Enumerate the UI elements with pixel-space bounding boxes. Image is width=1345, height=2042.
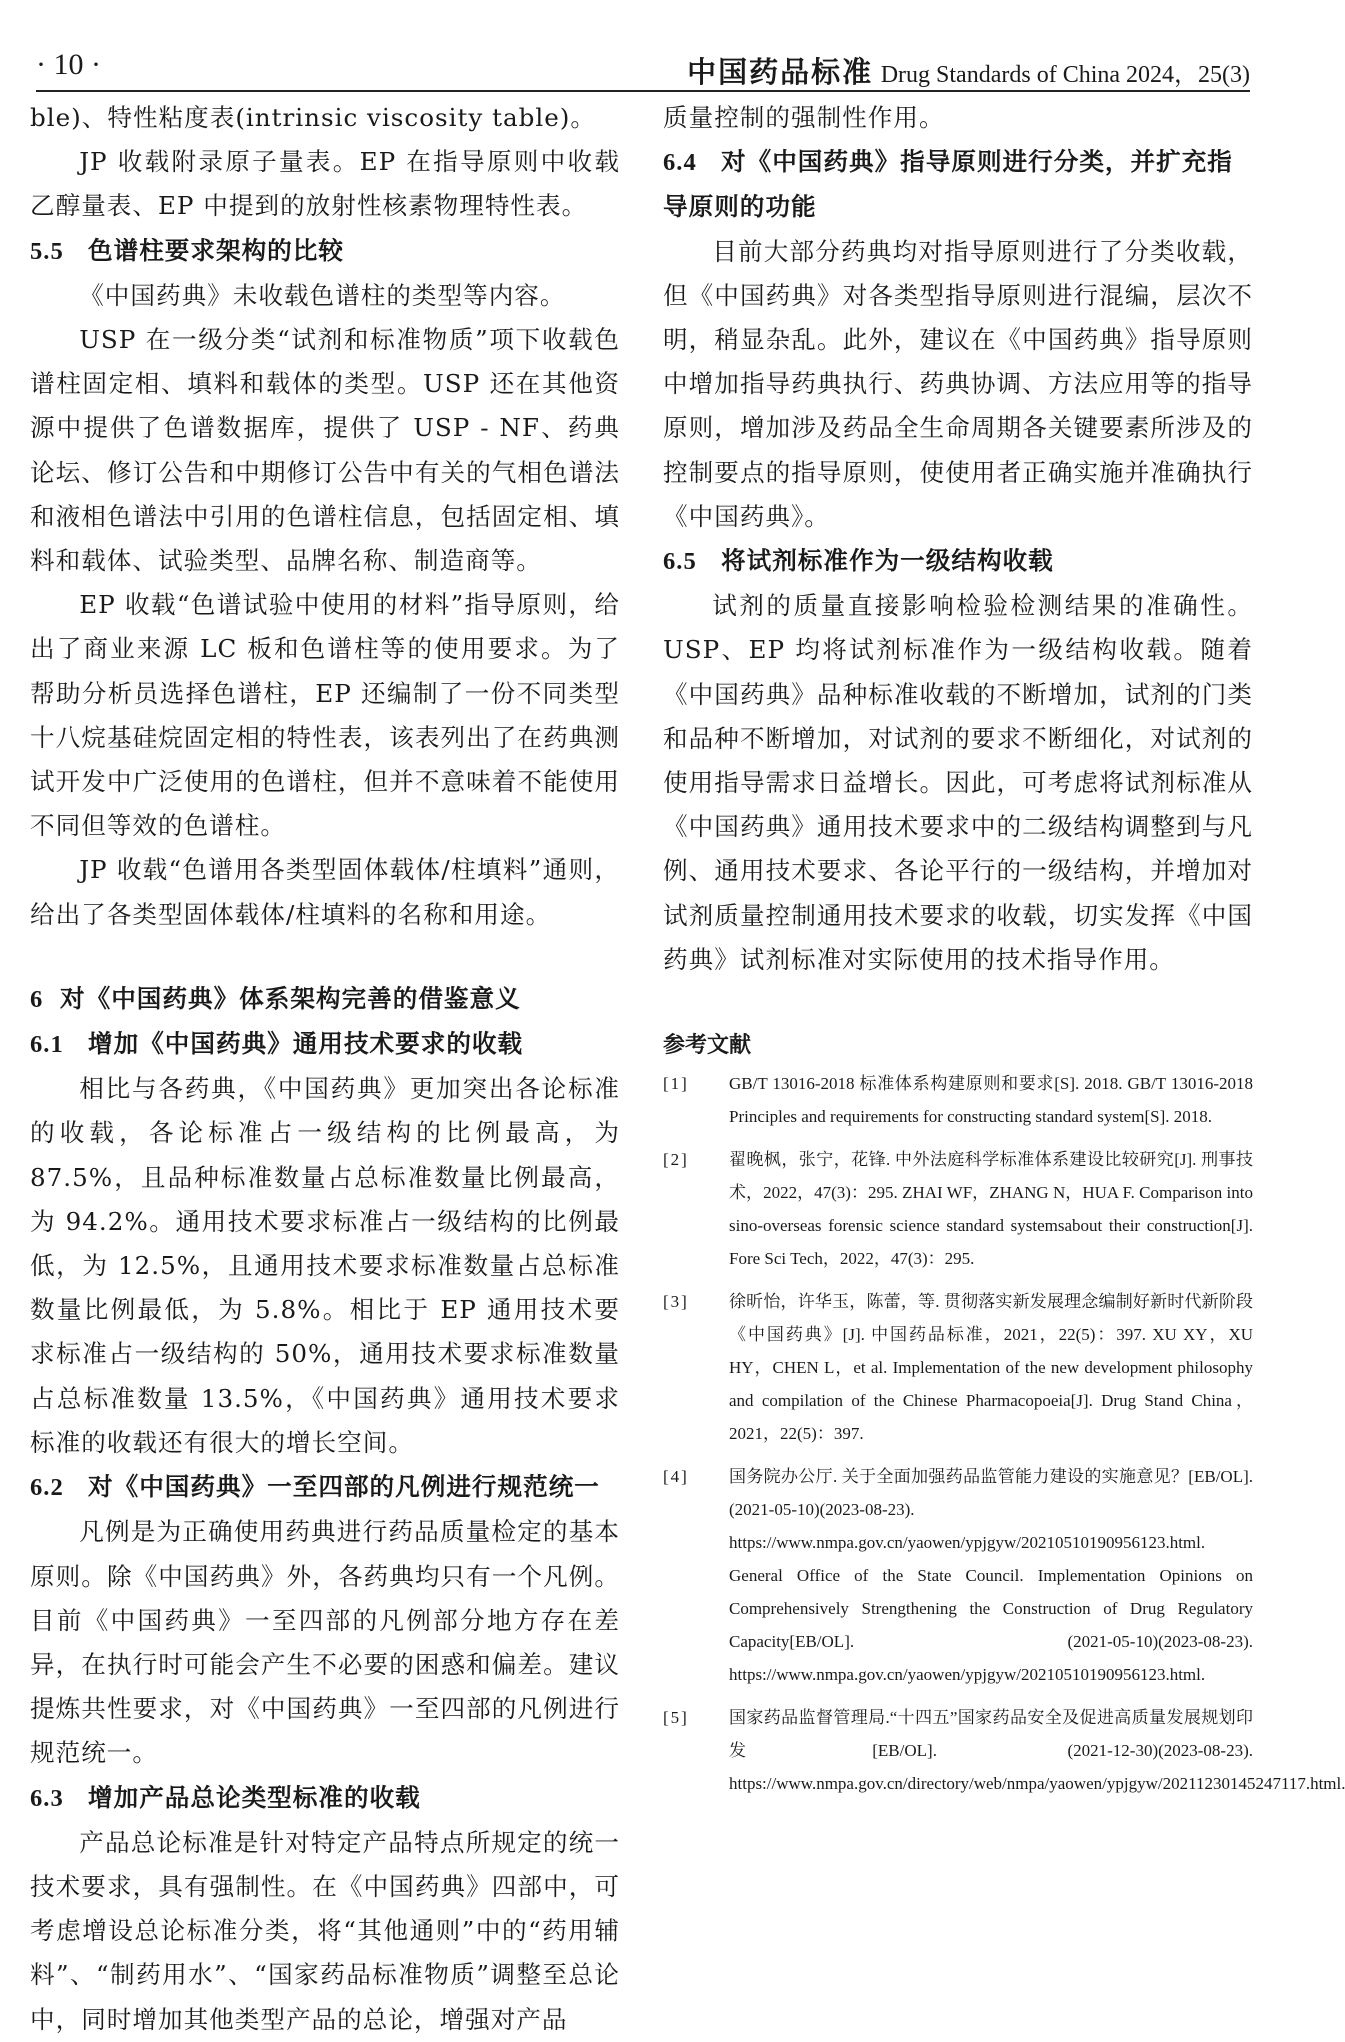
paragraph: 目前大部分药典均对指导原则进行了分类收载，但《中国药典》对各类型指导原则进行混编，层次不明，稍显杂乱。此外，建议在《中国药典》指导原则中增加指导药典执行、药典协调、方法应用等的指导原则，增加涉及药品全生命周期各关键要素所涉及的控制要点的指导原则，使使用者正确实施并准确执行《中国药典》。	[663, 236, 1253, 531]
section-number: 5.5	[30, 237, 64, 265]
subsection-heading	[30, 1465, 620, 1510]
paragraph: ble)、特性粘度表(intrinsic viscosity table)。	[30, 103, 596, 132]
section-title: 对《中国药典》体系架构完善的借鉴意义	[60, 983, 521, 1013]
page-number: · 10 ·	[36, 48, 101, 81]
reference-text: 国家药品监督管理局.“十四五”国家药品安全及促进高质量发展规划印发[EB/OL]. (2021-12-30)(2023-08-23). https://www.nmpa.gov.cn/directory/web/nmpa/yaowen/ypjgyw/20211230145247117.html.	[729, 1708, 1345, 1794]
paragraph: 凡例是为正确使用药典进行药品质量检定的基本原则。除《中国药典》外，各药典均只有一个凡例。目前《中国药典》一至四部的凡例部分地方存在差异，在执行时可能会产生不必要的困惑和偏差。建议提炼共性要求，对《中国药典》一至四部的凡例进行规范统一。	[30, 1517, 620, 1768]
paragraph: JP 收载附录原子量表。EP 在指导原则中收载乙醇量表、EP 中提到的放射性核素物理特性表。	[30, 147, 620, 221]
section-title: 增加产品总论类型标准的收载	[88, 1782, 421, 1812]
journal-title	[687, 50, 1250, 91]
subsection-heading	[30, 1022, 620, 1067]
reference-item	[663, 1701, 1345, 1800]
page-header	[36, 48, 1250, 88]
section-gap	[30, 937, 620, 977]
paragraph: 试剂的质量直接影响检验检测结果的准确性。USP、EP 均将试剂标准作为一级结构收载。随着《中国药典》品种标准收载的不断增加，试剂的门类和品种不断增加，对试剂的要求不断细化，对试剂的使用指导需求日益增长。因此，可考虑将试剂标准从《中国药典》通用技术要求中的二级结构调整到与凡例、通用技术要求、各论平行的一级结构，并增加对试剂质量控制通用技术要求的收载，切实发挥《中国药典》试剂标准对实际使用的技术指导作用。	[663, 591, 1253, 974]
reference-number: [1]	[663, 1074, 689, 1094]
reference-text: GB/T 13016-2018 标准体系构建原则和要求[S]. 2018. GB/T 13016-2018 Principles and requirements for constructing standard system[S]. 2018.	[729, 1074, 1253, 1127]
journal-title-en: Drug Standards of China 2024，25(3)	[880, 62, 1250, 88]
reference-text: 徐昕怡，许华玉，陈蕾，等. 贯彻落实新发展理念编制好新时代新阶段《中国药典》[J]. 中国药品标准，2021，22(5)：397. XU XY，XU HY，CHEN L，et al. Implementation of the new development philosophy and compilation of the Chinese Pharmacopoeia[J]. Drug Stand China，2021，22(5)：397.	[729, 1292, 1253, 1444]
subsection-heading	[30, 1776, 620, 1821]
section-heading	[30, 229, 620, 274]
section-number: 6.3	[30, 1784, 64, 1812]
paragraph: 《中国药典》未收载色谱柱的类型等内容。	[79, 280, 566, 310]
section-title: 色谱柱要求架构的比较	[88, 235, 344, 265]
header-rule	[36, 90, 1250, 92]
subsection-heading	[663, 539, 1253, 584]
reference-item	[663, 1460, 1253, 1691]
section-title: 将试剂标准作为一级结构收载	[721, 546, 1054, 576]
section-number: 6.1	[30, 1031, 64, 1059]
paragraph: EP 收载“色谱试验中使用的材料”指导原则，给出了商业来源 LC 板和色谱柱等的使用要求。为了帮助分析员选择色谱柱，EP 还编制了一份不同类型十八烷基硅烷固定相的特性表，该表列出了在药典测试开发中广泛使用的色谱柱，但并不意味着不能使用不同但等效的色谱柱。	[30, 590, 620, 841]
section-title: 对《中国药典》一至四部的凡例进行规范统一	[88, 1472, 600, 1502]
section-title: 增加《中国药典》通用技术要求的收载	[88, 1029, 524, 1059]
section-number: 6.4	[663, 149, 697, 177]
reference-number: [5]	[663, 1708, 689, 1728]
right-column	[663, 96, 1345, 1810]
paragraph: 产品总论标准是针对特定产品特点所规定的统一技术要求，具有强制性。在《中国药典》四部中，可考虑增设总论标准分类，将“其他通则”中的“药用辅料”、“制药用水”、“国家药品标准物质”调整至总论中，同时增加其他类型产品的总论，增强对产品	[30, 1827, 620, 2034]
section-number: 6.2	[30, 1474, 64, 1502]
section-title: 对《中国药典》指导原则进行分类，并扩充指导原则的功能	[663, 147, 1233, 222]
reference-number: [2]	[663, 1150, 689, 1170]
paragraph: 相比与各药典，《中国药典》更加突出各论标准的收载，各论标准占一级结构的比例最高，为 87.5%，且品种标准数量占总标准数量比例最高，为 94.2%。通用技术要求标准占一级结构的比例最低，为 12.5%，且通用技术要求标准数量占总标准数量比例最低，为 5.8%。相比于 EP 通用技术要求标准占一级结构的 50%，通用技术要求标准数量占总标准数量 13.5%，《中国药典》通用技术要求标准的收载还有很大的增长空间。	[30, 1074, 620, 1457]
references-heading: 参考文献	[663, 1033, 752, 1059]
section-heading	[30, 977, 620, 1022]
reference-text: 国务院办公厅. 关于全面加强药品监管能力建设的实施意见？[EB/OL]. (2021-05-10)(2023-08-23). https://www.nmpa.gov.cn/yaowen/ypjgyw/20210510190956123.html. General Office of the State Council. Implementation Opinions on Comprehensively Strengthening the Construction of Drug Regulatory Capacity[EB/OL]. (2021-05-10)(2023-08-23). https://www.nmpa.gov.cn/yaowen/ypjgyw/20210510190956123.html.	[729, 1467, 1253, 1685]
reference-item	[663, 1285, 1253, 1450]
paragraph: JP 收载“色谱用各类型固体载体/柱填料”通则，给出了各类型固体载体/柱填料的名称和用途。	[30, 855, 620, 929]
paragraph: USP 在一级分类“试剂和标准物质”项下收载色谱柱固定相、填料和载体的类型。USP 还在其他资源中提供了色谱数据库，提供了 USP - NF、药典论坛、修订公告和中期修订公告中有关的气相色谱法和液相色谱法中引用的色谱柱信息，包括固定相、填料和载体、试验类型、品牌名称、制造商等。	[30, 325, 620, 576]
reference-number: [3]	[663, 1292, 689, 1312]
subsection-heading	[663, 140, 1253, 229]
reference-item	[663, 1067, 1253, 1133]
left-column	[30, 96, 620, 2042]
reference-item	[663, 1143, 1253, 1275]
journal-title-cn: 中国药品标准	[687, 55, 874, 89]
reference-number: [4]	[663, 1467, 689, 1487]
section-number: 6	[30, 985, 44, 1013]
section-number: 6.5	[663, 548, 697, 576]
reference-text: 翟晚枫，张宁，花锋. 中外法庭科学标准体系建设比较研究[J]. 刑事技术，2022，47(3)：295. ZHAI WF，ZHANG N，HUA F. Comparison into sino-overseas forensic science standard systemsabout their construction[J]. Fore Sci Tech，2022，47(3)：295.	[729, 1150, 1253, 1269]
paragraph: 质量控制的强制性作用。	[663, 103, 945, 132]
